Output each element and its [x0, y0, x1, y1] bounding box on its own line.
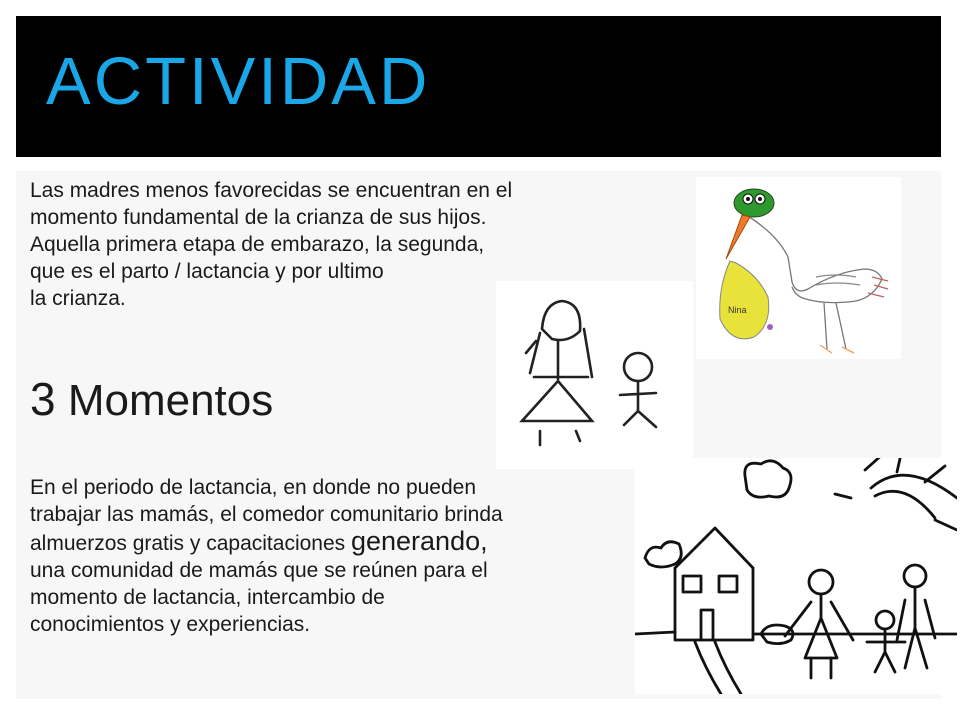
body-line: momento de lactancia, intercambio de [30, 586, 385, 609]
intro-line: la crianza. [30, 287, 126, 310]
slide-title: ACTIVIDAD [46, 44, 431, 119]
stork-drawing [696, 177, 901, 359]
title-bar [16, 16, 941, 157]
house-scene-illustration [635, 458, 957, 694]
mother-child-drawing [496, 281, 693, 469]
moments-heading [30, 373, 274, 425]
body-line: conocimientos y experiencias. [30, 613, 311, 636]
moments-number: 3 [30, 373, 56, 425]
intro-line: que es el parto / lactancia y por ultimo [30, 260, 384, 283]
body-line: En el periodo de lactancia, en donde no pueden [30, 476, 477, 499]
body-emphasis: generando, [350, 526, 488, 556]
moments-label: Momentos [67, 376, 274, 425]
intro-line: momento fundamental de la crianza de sus hijos. [30, 206, 487, 229]
stork-bag-label: Nina [728, 305, 747, 315]
intro-line: Las madres menos favorecidas se encuentran en el [30, 179, 513, 202]
body-line: una comunidad de mamás que se reúnen para el [30, 559, 488, 582]
family-sketch-illustration [496, 281, 693, 469]
stork-illustration [696, 177, 901, 359]
body-line: almuerzos gratis y capacitaciones [30, 532, 351, 555]
body-line: trabajar las mamás, el comedor comunitario brinda [30, 503, 503, 526]
body-paragraph [30, 474, 670, 638]
house-family-drawing [635, 458, 957, 694]
intro-line: Aquella primera etapa de embarazo, la segunda, [30, 233, 485, 256]
